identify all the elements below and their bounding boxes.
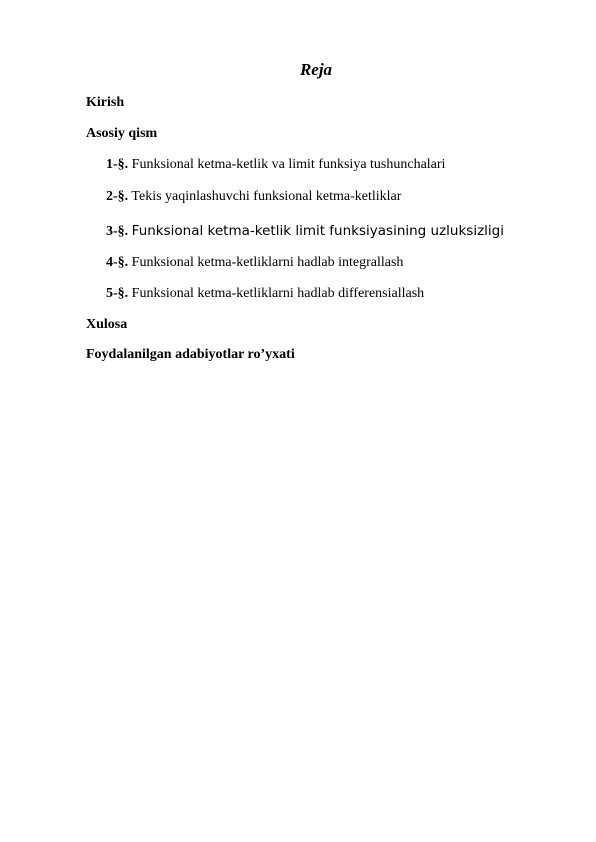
item-number: 1-§.: [106, 157, 129, 172]
section-main: Asosiy qism: [86, 126, 158, 141]
section-conclusion: Xulosa: [86, 317, 128, 332]
list-item: [106, 188, 401, 206]
item-number: 3-§.: [106, 224, 129, 239]
item-text: Funksional ketma-ketlik va limit funksiya tushunchalari: [131, 157, 446, 172]
item-text: Funksional ketma-ketliklarni hadlab differensiallash: [131, 286, 425, 301]
section-references: Foydalanilgan adabiyotlar ro’yxati: [86, 347, 295, 362]
item-text: Tekis yaqinlashuvchi funksional ketma-ketliklar: [131, 189, 402, 204]
section-intro: Kirish: [86, 95, 125, 110]
page-title: Reja: [299, 60, 333, 79]
list-item: [106, 254, 403, 272]
list-item: [106, 156, 445, 174]
item-text: Funksional ketma-ketliklarni hadlab integrallash: [131, 255, 404, 270]
list-item: [106, 222, 504, 241]
list-item: [106, 285, 424, 303]
item-text: Funksional ketma-ketlik limit funksiyasining uzluksizligi: [131, 223, 505, 239]
item-number: 5-§.: [106, 286, 129, 301]
item-number: 4-§.: [106, 255, 129, 270]
item-number: 2-§.: [106, 189, 129, 204]
